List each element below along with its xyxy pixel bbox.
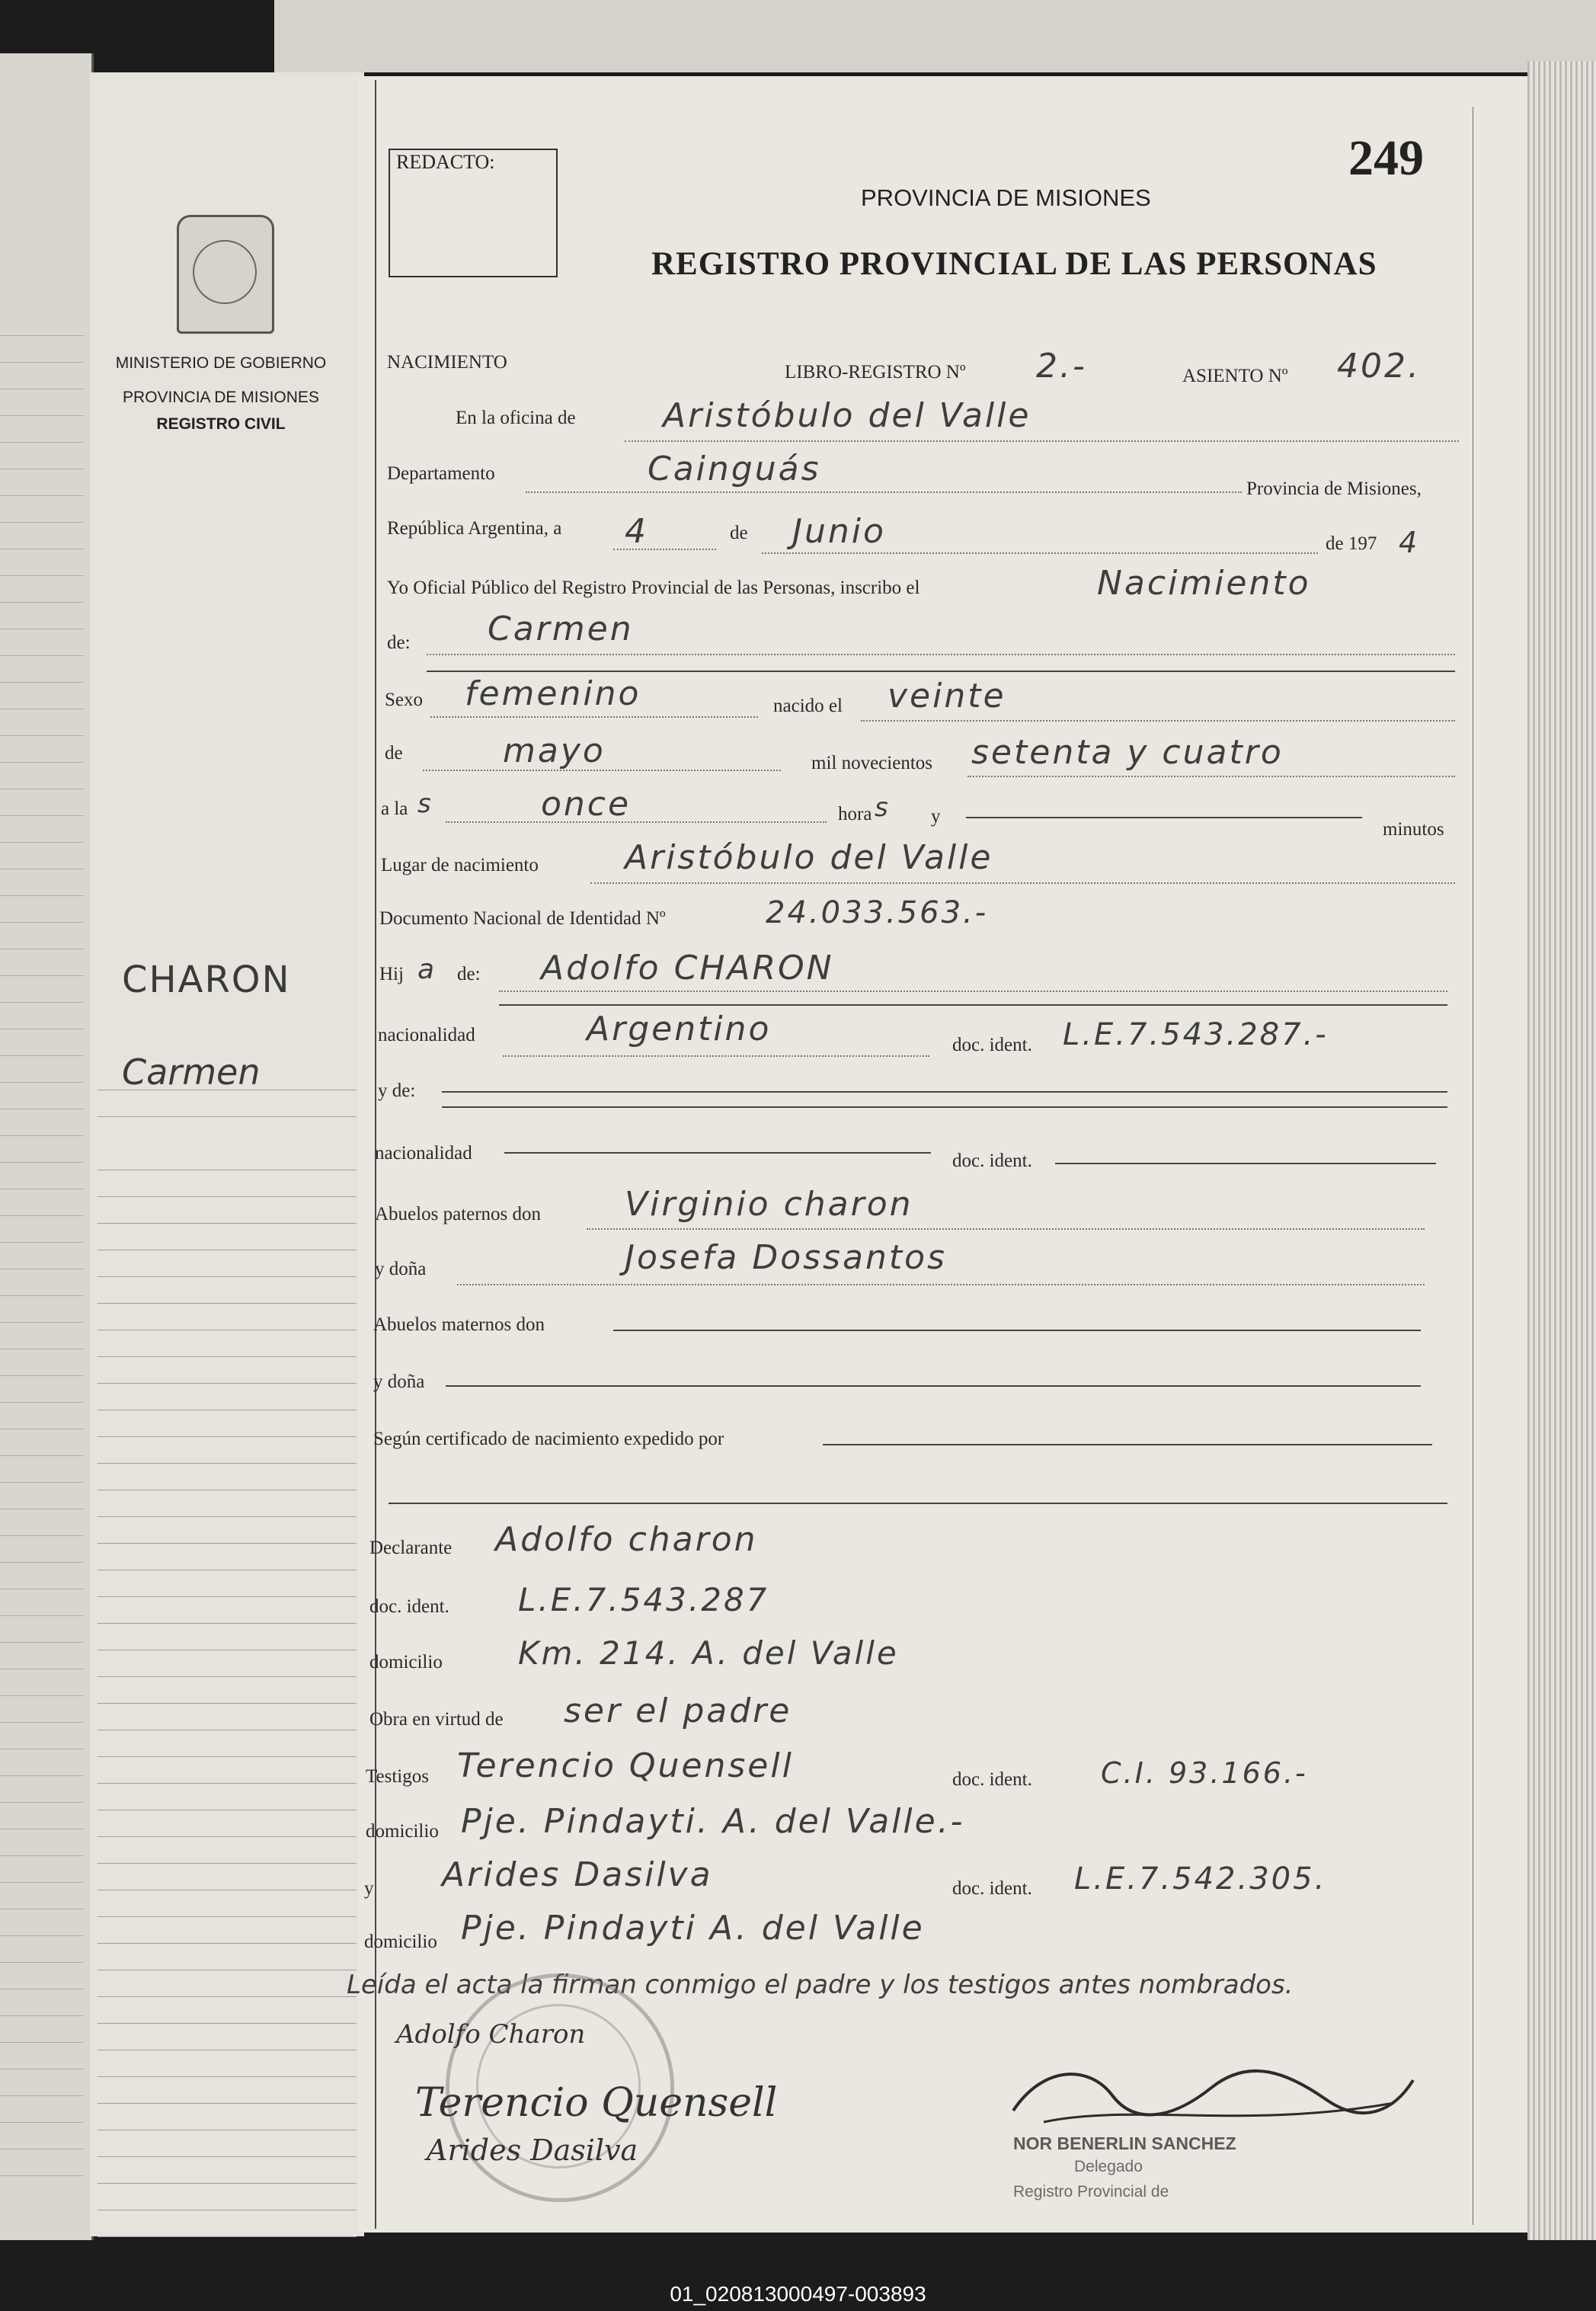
hora-label: hora (838, 804, 872, 824)
year-words-value: setenta y cuatro (971, 733, 1284, 772)
lugar-label: Lugar de nacimiento (381, 855, 539, 875)
abuelo-paterno-value: Virginio charon (625, 1185, 913, 1224)
obra-label: Obra en virtud de (369, 1709, 504, 1730)
act-type-label: NACIMIENTO (387, 352, 507, 373)
testigo2-doc-label: doc. ident. (952, 1878, 1032, 1899)
asiento-label: ASIENTO Nº (1182, 366, 1288, 386)
testigo2-value: Arides Dasilva (442, 1855, 713, 1894)
stub-registry: REGISTRO CIVIL (156, 415, 286, 433)
testigo1-dom-value: Pje. Pindayti. A. del Valle.- (461, 1802, 965, 1841)
a-las-label: a la (381, 799, 408, 819)
month-value: Junio (792, 512, 886, 551)
top-strip (274, 0, 1596, 72)
oficina-value: Aristóbulo del Valle (663, 396, 1031, 435)
signature-father: Adolfo Charon (396, 2019, 586, 2050)
year-prefix: de 197 (1326, 533, 1377, 554)
segun-label: Según certificado de nacimiento expedido por (373, 1429, 724, 1449)
decl-doc-value: L.E.7.543.287 (518, 1581, 769, 1618)
de-label: de (730, 523, 748, 543)
y-de-label: y de: (378, 1080, 416, 1101)
page-edge (1527, 61, 1596, 2240)
dni-value: 24.033.563.- (766, 895, 989, 930)
testigo1-dom-label: domicilio (366, 1821, 439, 1842)
province-title: PROVINCIA DE MISIONES (861, 184, 1151, 211)
doc-ident2-label: doc. ident. (952, 1151, 1032, 1171)
republica-label: República Argentina, a (387, 518, 562, 539)
father-value: Adolfo CHARON (541, 949, 834, 987)
de-colon-label: de: (387, 632, 411, 653)
hijo-label-prefix: Hij (379, 964, 404, 984)
birth-month-value: mayo (503, 731, 606, 770)
stub-surname: CHARON (122, 959, 291, 1001)
oficina-label: En la oficina de (456, 408, 576, 428)
stub-given-name: Carmen (122, 1051, 261, 1093)
provincia-suffix: Provincia de Misiones, (1246, 479, 1422, 499)
abuelos-paternos-label: Abuelos paternos don (375, 1204, 542, 1224)
registry-title: REGISTRO PROVINCIAL DE LAS PERSONAS (651, 246, 1377, 282)
testigo1-doc-label: doc. ident. (952, 1769, 1032, 1790)
declarante-value: Adolfo charon (495, 1520, 758, 1559)
lugar-value: Aristóbulo del Valle (625, 838, 993, 877)
de2-label: de (385, 743, 403, 763)
libro-value: 2.- (1036, 347, 1087, 386)
abuelos-maternos-label: Abuelos maternos don (373, 1314, 545, 1335)
official-title: Delegado (1074, 2158, 1143, 2175)
departamento-value: Cainguás (648, 450, 821, 488)
hour-words-value: once (541, 785, 632, 824)
father-nationality-value: Argentino (587, 1010, 772, 1048)
yo-oficial-text: Yo Oficial Público del Registro Provincial de las Personas, inscribo el (387, 578, 920, 598)
testigo2-doc-value: L.E.7.542.305. (1074, 1861, 1327, 1896)
y-dona-label: y doña (375, 1259, 427, 1279)
closing-text: Leída el acta la firman conmigo el padre y los testigos antes nombrados. (347, 1970, 1294, 2000)
nacido-label: nacido el (773, 696, 843, 716)
abuela-paterna-value: Josefa Dossantos (625, 1238, 947, 1277)
testigo1-value: Terencio Quensell (457, 1746, 794, 1785)
sexo-label: Sexo (385, 690, 423, 710)
child-name-value: Carmen (488, 610, 634, 648)
decl-doc-label: doc. ident. (369, 1596, 449, 1617)
asiento-value: 402. (1337, 347, 1421, 386)
redacto-label: REDACTO: (396, 151, 495, 173)
testigo2-dom-value: Pje. Pindayti A. del Valle (461, 1909, 925, 1948)
testigos-label: Testigos (366, 1766, 429, 1787)
signature-witness2: Arides Dasilva (427, 2133, 638, 2167)
declarante-label: Declarante (369, 1538, 453, 1558)
hora-suffix: s (875, 792, 891, 823)
y-dona2-label: y doña (373, 1372, 425, 1392)
coat-of-arms-icon (177, 215, 274, 334)
official-registry: Registro Provincial de (1013, 2183, 1169, 2201)
doc-ident-label: doc. ident. (952, 1035, 1032, 1055)
minutos-label: minutos (1383, 819, 1444, 840)
father-doc-value: L.E.7.543.287.- (1063, 1017, 1329, 1052)
signature-witness1: Terencio Quensell (415, 2080, 778, 2126)
official-name: NOR BENERLIN SANCHEZ (1013, 2133, 1236, 2153)
dni-label: Documento Nacional de Identidad Nº (379, 908, 666, 929)
year-digit: 4 (1399, 526, 1420, 559)
signature-official-flourish (998, 2057, 1425, 2133)
testigo2-dom-label: domicilio (364, 1932, 437, 1952)
sexo-value: femenino (465, 674, 641, 713)
mil-label: mil novecientos (811, 753, 932, 773)
image-id-caption: 01_020813000497-003893 (670, 2282, 926, 2306)
domicilio-label: domicilio (369, 1652, 443, 1672)
day-words-value: veinte (888, 677, 1006, 715)
page-number: 249 (1348, 130, 1424, 186)
nacionalidad-label: nacionalidad (378, 1025, 475, 1045)
stub-province: PROVINCIA DE MISIONES (123, 389, 319, 406)
departamento-label: Departamento (387, 463, 495, 484)
hijo-label-rest: de: (457, 964, 481, 984)
left-page (0, 53, 94, 2240)
hijo-suffix: a (417, 954, 437, 985)
day-value: 4 (625, 512, 648, 551)
a-las-suffix: s (417, 789, 433, 819)
act-inscribed-value: Nacimiento (1097, 564, 1311, 603)
obra-value: ser el padre (564, 1692, 792, 1730)
testigo1-doc-value: C.I. 93.166.- (1101, 1756, 1308, 1790)
domicilio-value: Km. 214. A. del Valle (518, 1634, 899, 1672)
y-label: y (931, 806, 941, 827)
nacionalidad2-label: nacionalidad (375, 1143, 472, 1164)
libro-label: LIBRO-REGISTRO Nº (785, 362, 966, 382)
stub-ministry: MINISTERIO DE GOBIERNO (115, 354, 327, 372)
y2-label: y (364, 1878, 374, 1899)
